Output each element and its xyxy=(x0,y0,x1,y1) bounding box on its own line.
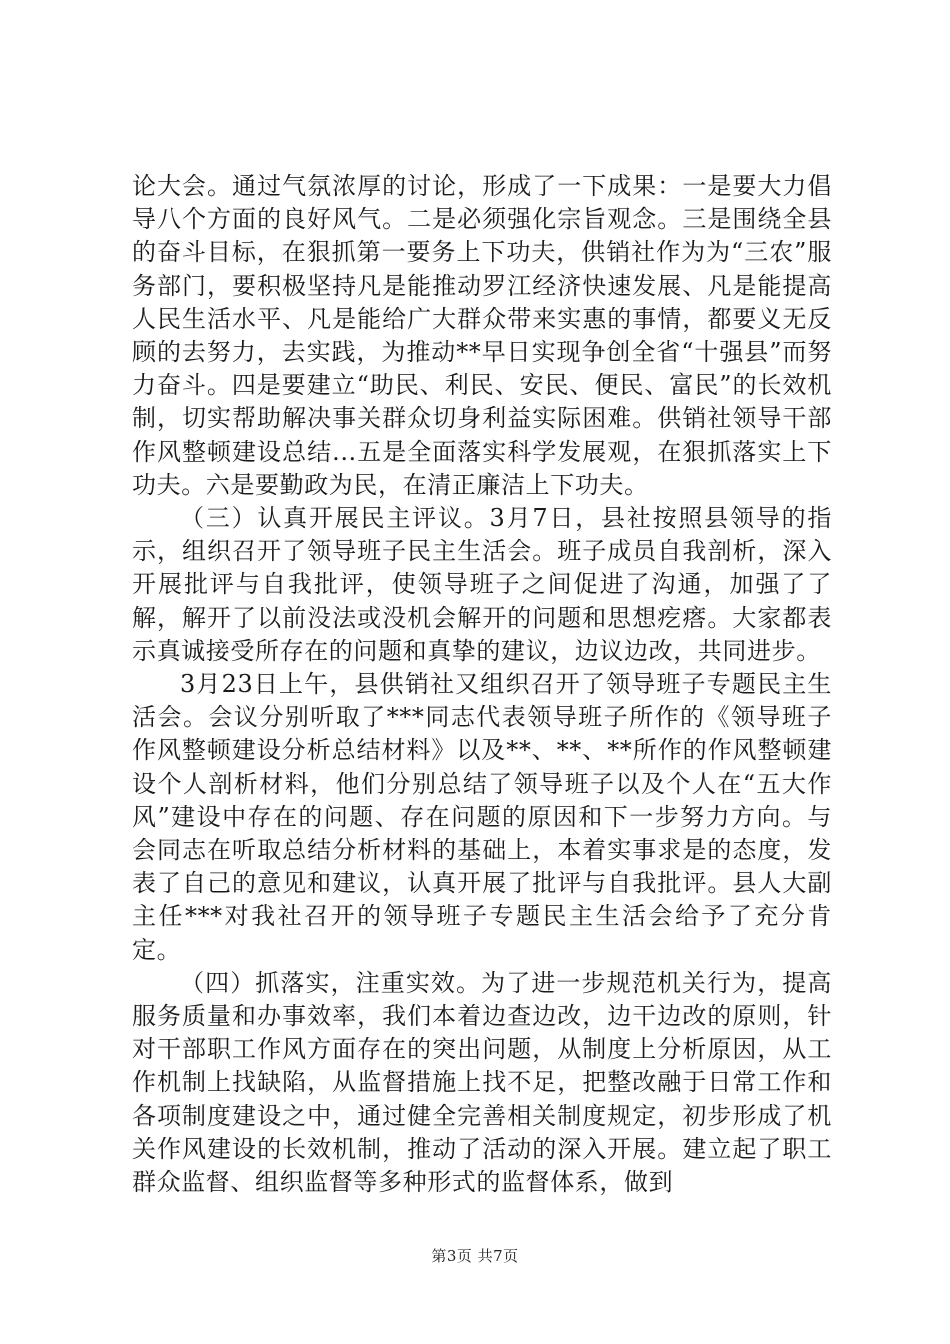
document-body xyxy=(132,170,832,1199)
page-number-footer: 第3页 共7页 xyxy=(431,1247,519,1265)
paragraph-march-23-meeting: 3月23日上午，县供销社又组织召开了领导班子专题民主生活会。会议分别听取了***同志代表领导班子所作的《领导班子作风整顿建设分析总结材料》以及**、**、**所作的作风整顿建设个人剖析材料，他们分别总结了领导班子以及个人在“五大作风”建设中存在的问题、存在问题的原因和下一步努力方向。与会同志在听取总结分析材料的基础上，本着实事求是的态度，发表了自己的意见和建议，认真开展了批评与自我批评。县人大副主任***对我社召开的领导班子专题民主生活会给予了充分肯定。 xyxy=(132,670,832,964)
paragraph-continuation: 论大会。通过气氛浓厚的讨论，形成了一下成果：一是要大力倡导八个方面的良好风气。二是必须强化宗旨观念。三是围绕全县的奋斗目标，在狠抓第一要务上下功夫，供销社作为为“三农”服务部门，要积极坚持凡是能推动罗江经济快速发展、凡是能提高人民生活水平、凡是能给广大群众带来实惠的事情，都要义无反顾的去努力，去实践，为推动**早日实现争创全省“十强县”而努力奋斗。四是要建立“助民、利民、安民、便民、富民”的长效机制，切实帮助解决事关群众切身利益实际困难。供销社领导干部作风整顿建设总结...五是全面落实科学发展观，在狠抓落实上下功夫。六是要勤政为民，在清正廉洁上下功夫。 xyxy=(132,172,832,499)
paragraph-implementation: （四）抓落实，注重实效。为了进一步规范机关行为，提高服务质量和办事效率，我们本着边查边改，边干边改的原则，针对干部职工作风方面存在的突出问题，从制度上分析原因，从工作机制上找缺陷，从监督措施上找不足，把整改融于日常工作和各项制度建设之中，通过健全完善相关制度规定，初步形成了机关作风建设的长效机制，推动了活动的深入开展。建立起了职工群众监督、组织监督等多种形式的监督体系，做到 xyxy=(132,968,832,1197)
paragraph-democratic-review: （三）认真开展民主评议。3月7日，县社按照县领导的指示，组织召开了领导班子民主生活会。班子成员自我剖析，深入开展批评与自我批评，使领导班子之间促进了沟通，加强了了解，解开了以前没法或没机会解开的问题和思想疙瘩。大家都表示真诚接受所存在的问题和真挚的建议，边议边改，共同进步。 xyxy=(132,504,832,665)
